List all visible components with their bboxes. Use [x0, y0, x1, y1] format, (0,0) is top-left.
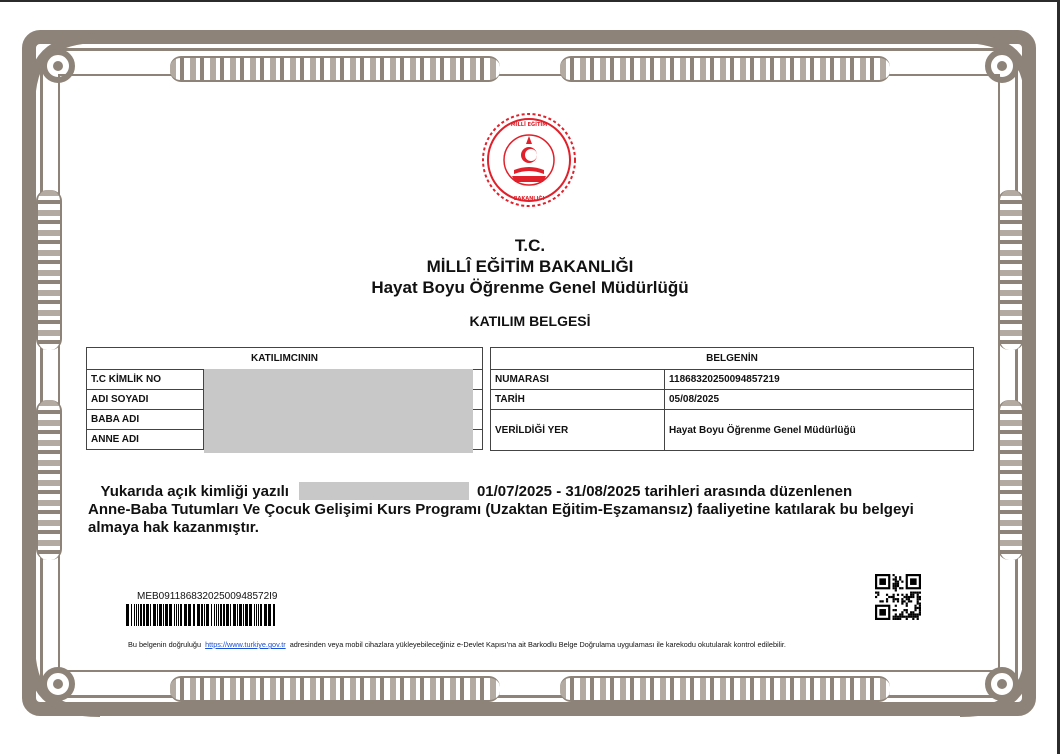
certificate-heading: BELGENİN	[491, 348, 974, 370]
participant-label: ANNE ADI	[87, 430, 204, 450]
certificate-label: NUMARASI	[491, 370, 665, 390]
redaction-box	[299, 482, 469, 500]
certificate-number: 11868320250094857219	[665, 370, 974, 390]
verification-note	[128, 640, 928, 649]
verification-suffix: adresinden veya mobil cihazlara yükleyebileceğiniz e-Devlet Kapısı'na ait Barkodlu Belge Doğrulama uygulaması ile karekodu okutularak kontrol edilebilir.	[289, 640, 786, 649]
participant-label: T.C KİMLİK NO	[87, 370, 204, 390]
certificate-label: VERİLDİĞİ YER	[491, 410, 665, 451]
qr-code-icon[interactable]	[875, 574, 921, 620]
participant-heading: KATILIMCININ	[87, 348, 483, 370]
statement-date-range: 01/07/2025 - 31/08/2025 tarihleri arasında düzenlenen	[476, 483, 853, 500]
barcode-code: MEB09118683202500948572I9	[137, 591, 278, 602]
header-ministry: MİLLÎ EĞİTİM BAKANLIĞI	[426, 257, 634, 276]
table-row	[491, 410, 974, 451]
redaction-box	[204, 369, 473, 453]
participant-label: BABA ADI	[87, 410, 204, 430]
document-title: KATILIM BELGESİ	[469, 313, 591, 329]
table-row	[491, 390, 974, 410]
header-country: T.C.	[514, 236, 546, 255]
certificate-label: TARİH	[491, 390, 665, 410]
certificate-table	[490, 347, 974, 451]
statement-line-1	[88, 482, 938, 501]
turkiye-gov-link[interactable]: https://www.turkiye.gov.tr	[205, 640, 286, 649]
verification-prefix: Bu belgenin doğruluğu	[128, 640, 202, 649]
svg-text:BAKANLIĞI: BAKANLIĞI	[513, 196, 545, 202]
certificate-issuer: Hayat Boyu Öğrenme Genel Müdürlüğü	[665, 410, 974, 451]
svg-text:MİLLÎ EĞİTİM: MİLLÎ EĞİTİM	[510, 122, 548, 128]
barcode-icon	[126, 604, 278, 626]
certificate-statement	[88, 482, 938, 537]
header-directorate: Hayat Boyu Öğrenme Genel Müdürlüğü	[371, 278, 689, 297]
statement-line-3: almaya hak kazanmıştır.	[88, 519, 259, 536]
table-row	[491, 370, 974, 390]
participant-label: ADI SOYADI	[87, 390, 204, 410]
statement-intro: Yukarıda açık kimliği yazılı	[100, 483, 289, 500]
ministry-seal-logo	[479, 110, 579, 210]
statement-line-2: Anne-Baba Tutumları Ve Çocuk Gelişimi Kurs Programı (Uzaktan Eğitim-Eşzamansız) faaliyetine katılarak bu belgeyi	[88, 501, 914, 518]
certificate-date: 05/08/2025	[665, 390, 974, 410]
